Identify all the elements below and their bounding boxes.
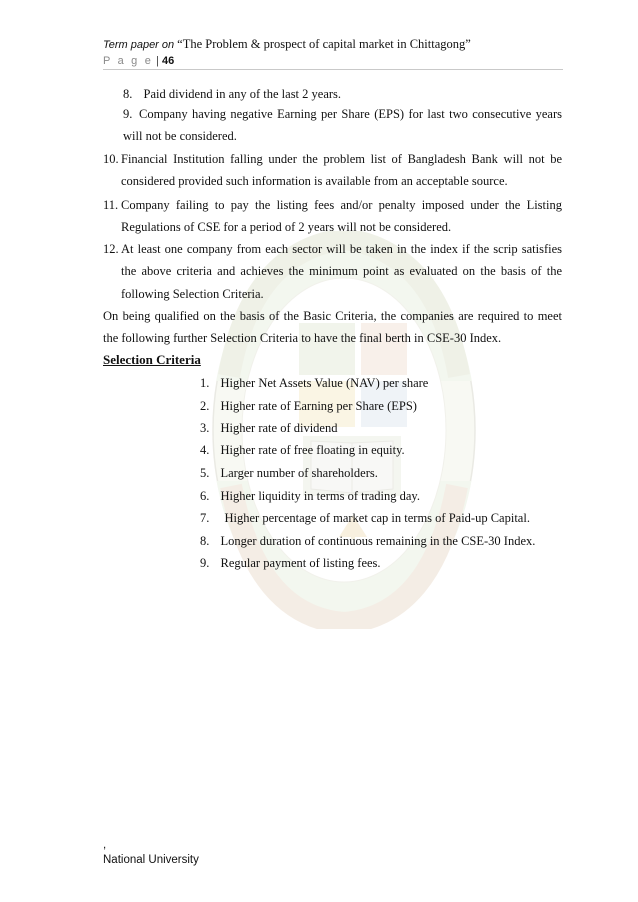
criteria-text: Higher rate of Earning per Share (EPS) <box>220 399 417 413</box>
paragraph-line: the following further Selection Criteria to have the final berth in CSE-30 Index. <box>103 331 502 345</box>
criteria-text: Regular payment of listing fees. <box>220 556 381 570</box>
criteria-number: 4. <box>200 443 210 457</box>
list-item-number: 8. <box>123 87 133 101</box>
list-item <box>103 241 562 257</box>
list-item-text: Financial Institution falling under the problem list of Bangladesh Bank will not be <box>121 152 562 166</box>
criteria-text: Higher Net Assets Value (NAV) per share <box>220 376 429 390</box>
list-item-number: 12. <box>103 242 119 256</box>
list-item-number: 10. <box>103 152 119 166</box>
footer-institution: National University <box>103 854 199 866</box>
header-divider <box>103 69 563 70</box>
criteria-item <box>200 555 381 571</box>
criteria-item <box>200 420 337 436</box>
criteria-item <box>200 465 378 481</box>
criteria-text: Longer duration of continuous remaining in the CSE-30 Index. <box>220 534 536 548</box>
criteria-number: 1. <box>200 376 210 390</box>
list-item-continuation: considered provided such information is available from an acceptable source. <box>121 174 508 188</box>
list-item <box>103 197 562 213</box>
list-item-text: At least one company from each sector will be taken in the index if the scrip satisfies <box>121 242 562 256</box>
page-header <box>103 36 563 69</box>
criteria-number: 5. <box>200 466 210 480</box>
header-title: “The Problem & prospect of capital market in Chittagong” <box>177 37 471 51</box>
list-item-continuation: the above criteria and achieves the minimum point as evaluated on the basis of the <box>121 264 562 278</box>
page-number: 46 <box>162 55 175 67</box>
list-item-text: Company failing to pay the listing fees and/or penalty imposed under the Listing <box>121 198 562 212</box>
criteria-item <box>200 510 530 526</box>
criteria-number: 8. <box>200 534 210 548</box>
list-item <box>123 106 562 122</box>
criteria-item <box>200 533 535 549</box>
list-item-text: Company having negative Earning per Share (EPS) for last two consecutive years <box>139 107 562 121</box>
page-separator: | <box>156 55 159 67</box>
page-footer <box>103 838 199 868</box>
criteria-number: 2. <box>200 399 210 413</box>
page-indicator <box>103 54 563 69</box>
criteria-text: Higher liquidity in terms of trading day. <box>220 489 420 503</box>
criteria-text: Higher rate of free floating in equity. <box>220 443 405 457</box>
footer-mark: , <box>103 839 107 851</box>
criteria-item <box>200 442 405 458</box>
criteria-number: 6. <box>200 489 210 503</box>
criteria-text: Higher rate of dividend <box>220 421 338 435</box>
criteria-item <box>200 398 417 414</box>
criteria-text: Higher percentage of market cap in terms of Paid-up Capital. <box>224 511 530 525</box>
header-label: Term paper on <box>103 39 175 51</box>
criteria-item <box>200 488 420 504</box>
criteria-number: 9. <box>200 556 210 570</box>
list-item-number: 9. <box>123 107 133 121</box>
criteria-text: Larger number of shareholders. <box>220 466 378 480</box>
list-item-text: Paid dividend in any of the last 2 years. <box>143 87 342 101</box>
list-item-continuation: will not be considered. <box>123 129 237 143</box>
list-item-continuation: Regulations of CSE for a period of 2 years will not be considered. <box>121 220 452 234</box>
criteria-item <box>200 375 428 391</box>
list-item-continuation: following Selection Criteria. <box>121 287 264 301</box>
criteria-number: 3. <box>200 421 210 435</box>
header-title-line <box>103 36 563 53</box>
list-item <box>103 151 562 167</box>
page-label: P a g e <box>103 55 154 67</box>
paragraph-line: On being qualified on the basis of the Basic Criteria, the companies are required to meet <box>103 309 562 323</box>
list-item <box>123 86 341 102</box>
list-item-number: 11. <box>103 198 119 212</box>
criteria-number: 7. <box>200 511 210 525</box>
section-heading: Selection Criteria <box>103 352 201 367</box>
